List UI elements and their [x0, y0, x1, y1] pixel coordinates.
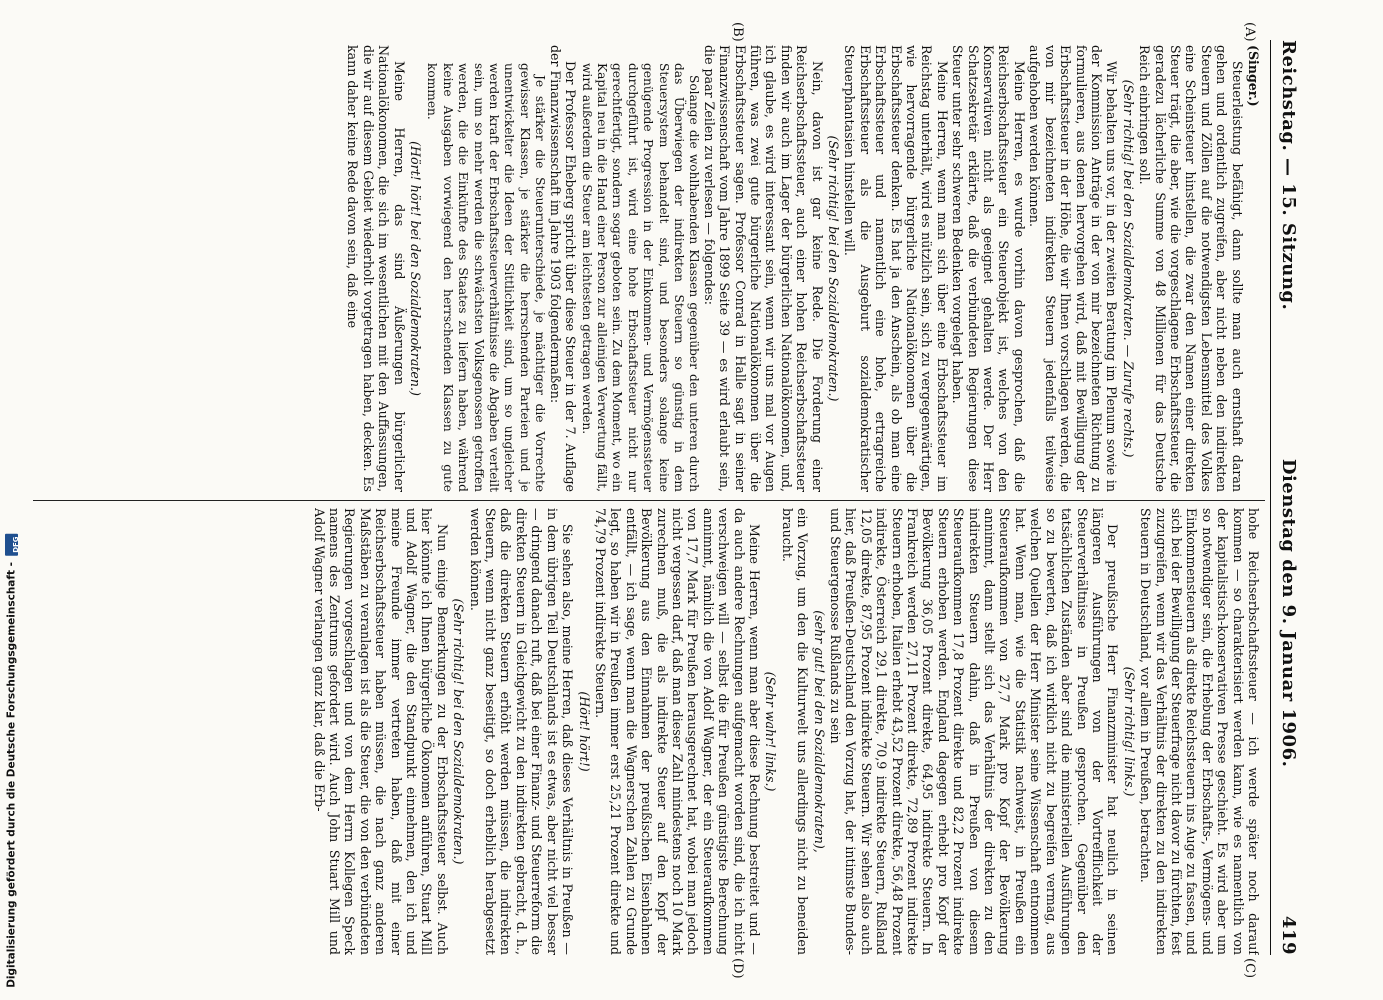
- paragraph-continued: ein Vorzug, um den die Kulturwelt uns allerdings nicht zu beneiden braucht.: [779, 508, 811, 955]
- paragraph: Wir behalten uns vor, in der zweiten Beratung im Plenum sowie in der Kommission Anträge in der von mir bezeichneten Richtung zu formulieren, aus denen hervorgehen wird, daß mit Bewilligung der Erbschaftssteuer in der Höhe, die wir Ihnen vorschlagen werden, die von mir bezeichneten indirekten Steuern jedenfalls teilweise aufgehoben werden können.: [1027, 45, 1120, 492]
- page-number: 419: [1278, 915, 1300, 955]
- running-head-session: Reichstag. — 15. Sitzung.: [1278, 40, 1300, 311]
- paragraph-continued: hohe Reichserbschaftssteuer — ich werde später noch darauf kommen — so charakterisiert werden kann, wie es namentlich von der kapitalistisch-konservativen Presse geschieht. Es wird aber um so notwendiger sein, die Erhebung der Erbschafts-, Vermögens- und Einkommensteuern als direkte Reichssteuern ins Auge zu fassen, und sich bei der Bewilligung der Steuerfrage nicht davor zu fürchten, fest zuzugreifen, wenn wir das Verhältnis der direkten zu den indirekten Steuern in Deutschland, vor allem in Preußen, betrachten.: [1138, 508, 1261, 955]
- paragraph: Steuerleistung befähigt, dann sollte man auch ernsthaft daran gehen und ordentlich zugreifen, aber nicht neben den indirekten Steuern und Zöllen auf die notwendigsten Lebensmittel des Volkes eine Scheinsteuer hinstellen, die zwar den Namen einer direkten Steuer trägt, die aber, wie die vorgeschlagene Erbschaftssteuer, die geradezu lächerliche Summe von 48 Millionen für das Deutsche Reich einbringen soll.: [1137, 45, 1245, 492]
- interjection: (Sehr richtig! links.): [1121, 666, 1137, 797]
- interjection: (Hört! hört! bei den Sozialdemokraten.): [408, 141, 424, 396]
- interjection: (Hört! hört!): [576, 691, 592, 772]
- paragraph: Sie sehen also, meine Herren, daß dieses Verhältnis in Preußen — in dem übrigen Teil Deutschlands ist es etwas, aber nicht viel besser — dringend danach ruft, daß bei einer Finanz- und Steuerreform die direkten Steuern in Gleichgewicht zu den indirekten gebracht, d. h., daß die direkten Steuern erhöht werden müssen, die indirekten Steuern, wenn nicht ganz beseitigt, so doch erheblich herabgesetzt werden können.: [467, 508, 576, 955]
- column-divider: [33, 500, 1265, 501]
- paragraph: Der preußische Herr Finanzminister hat neulich in seinen längeren Ausführungen von der Vortrefflichkeit der Steuerverhältnisse in Preußen gesprochen. Gegenüber den tatsächlichen Zuständen aber sind die ministeriellen Ausführungen so zu bewerten, daß ich wirklich nicht zu begreifen vermag, aus welchen Quellen der Herr Minister seine Wissenschaft entnommen hat. Wenn man, wie die Statistik nachweist, in Preußen ein Steueraufkommen von 27,7 Mark pro Kopf der Bevölkerung annimmt, dann stellt sich das Verhältnis der direkten zu den indirekten Steuern dahin, daß in Preußen von diesem Steueraufkommen 17,8 Prozent direkte und 82,2 Prozent indirekte Steuern erhoben werden. England dagegen erhebt pro Kopf der Bevölkerung 36,05 Prozent direkte, 64,95 indirekte Steuern. In Frankreich werden 27,11 Prozent direkte, 72,89 Prozent indirekte Steuern erhoben, Italien erhebt 43,52 Prozent direkte, 56,48 Prozent indirekte, Österreich 29,1 direkte, 70,9 indirekte Steuern, Rußland 12,05 direkte, 87,95 Prozent indirekte Steuern. Wir sehen also auch hier, daß Preußen-Deutschland den Vorzug hat, der intimste Bundes- und Steuergenosse Rußlands zu sein: [828, 508, 1121, 955]
- paragraph: Meine Herren, wenn man aber diese Rechnung bestreitet und — da auch andere Rechnungen aufgemacht worden sind, die ich nicht verschweigen will — selbst die für Preußen günstigste Berechnung annimmt, nämlich die von Adolf Wagner, der ein Steueraufkommen von 17,7 Mark für Preußen herausgerechnet hat, wobei man jedoch nicht vergessen darf, daß man dieser Zahl mindestens noch 10 Mark zurechnen muß, die als indirekte Steuer auf den Kopf der Bevölkerung aus den Einnahmen der preußischen Eisenbahnen entfällt, — ich sage, wenn man die Wagnerschen Zahlen zu Grunde legt, so haben wir in Preußen immer erst 25,21 Prozent direkte und 74,79 Prozent indirekte Steuern.: [592, 508, 762, 955]
- credit-text: Digitalisierung gefördert durch die Deutsche Forschungsgemeinschaft -: [5, 562, 17, 988]
- paragraph: Nein, davon ist gar keine Rede. Die Forderung einer Reichserbschaftssteuer, auch einer hohen Reichserbschaftssteuer finden wir auch im Lager der bürgerlichen Nationalökonomen, und, ich glaube, es wird interessant sein, wenn wir uns mal vor Augen führen, was zwei gute bürgerliche Nationalökonomen über die Erbschaftssteuer sagen. Professor Conrad in Halle sagt in seiner Finanzwissenschaft vom Jahre 1899 Seite 39 — es wird erlaubt sein, die paar Zeilen zu verlesen — folgendes:: [701, 45, 825, 492]
- margin-letter-a: (A): [1242, 22, 1257, 42]
- paragraph: Der Professor Eheberg spricht über diese Steuer in der 7. Auflage der Finanzwissenschaft im Jahre 1903 folgendermaßen:: [547, 45, 579, 492]
- header-rule: [1270, 40, 1271, 955]
- left-column: [36, 45, 1261, 492]
- running-head-date: Dienstag den 9. Januar 1906.: [1278, 458, 1300, 768]
- margin-letter-b: (B): [730, 22, 745, 42]
- paragraph: Meine Herren, das sind Äußerungen bürgerlicher Nationalökonomen, die sich im wesentlichen mit den Auffassungen, die wir auf diesem Gebiet wiederholt vorgetragen haben, decken. Es kann daher keine Rede davon sein, daß eine: [345, 45, 407, 492]
- paragraph: Nun einige Bemerkungen zu der Erbschaftssteuer selbst. Auch hier könnte ich Ihnen bürgerliche Ökonomen anführen, Stuart Mill und Adolf Wagner, die den Standpunkt einnehmen, den ich und meine Freunde immer vertreten haben, daß mit einer Reichserbschaftssteuer haben müssen, die nach ganz anderen Maßstäben zu veranlagen ist als die Steuer, die von den verbündeten Regierungen vorgeschlagen und von dem Herrn Kollegen Speck namens des Zentrums gefordert wird. Auch John Stuart Mill und Adolf Wagner verlangen ganz klar, daß die Erb-: [311, 508, 450, 955]
- quotation: Je stärker die Steuerunterschiede, je mächtiger die Vorrechte gewisser Klassen, je stärker die herrschenden Parteien und je unentwickelter die Ideen der Sittlichkeit sind, um so ungleicher werden kraft der Erbschaftssteuerverhältnisse die Abgaben verteilt sein, um so mehr werden die schwächsten Volksgenossen getroffen werden, die die Einkünfte des Staates zu liefern haben, während keine Ausgaben vorwiegend den herrschenden Klassen zu gute kommen.: [425, 63, 548, 492]
- speaker-name: (Singer.): [1246, 45, 1261, 107]
- running-head: [1275, 40, 1303, 955]
- interjection: (Sehr richtig! bei den Sozialdemokraten. — Zurufe rechts.): [1120, 79, 1136, 458]
- interjection: (Sehr richtig! bei den Sozialdemokraten.): [451, 598, 467, 865]
- right-column: [36, 508, 1261, 955]
- right-column-text: [311, 508, 1261, 955]
- interjection: (sehr gut! bei den Sozialdemokraten),: [811, 610, 827, 853]
- dfg-logo-icon: DFG: [5, 534, 18, 556]
- digitization-credit-strip: [3, 12, 19, 988]
- paragraph: Meine Herren, wenn man sich über eine Erbschaftssteuer im Reichstag unterhält, wird es nützlich sein, sich zu vergegenwärtigen, wie hervorragende bürgerliche Nationalökonomen über die Erbschaftssteuer denken. Es hat ja den Anschein, als ob man eine Erbschaftssteuer und namentlich eine hohe, ertragreiche Erbschaftssteuer als die Ausgeburt sozialdemokratischer Steuerphantasien hinstellen will.: [842, 45, 950, 492]
- quotation: Solange die wohlhabenden Klassen gegenüber den unteren durch das Überwiegen der indirekten Steuern so günstig in dem Steuersystem behandelt sind, und besonders solange keine genügende Progression in der Einkommen- und Vermögenssteuer durchgeführt ist, wird eine hohe Erbschaftssteuer nicht nur gerechtfertigt, sondern sogar geboten sein. Zu dem Moment, wo ein Kapital neu in die Hand einer Person zur alleinigen Verwertung fällt, wird außerdem die Steuer am leichtesten getragen werden.: [579, 63, 702, 492]
- interjection: (Sehr richtig! bei den Sozialdemokraten.): [826, 135, 842, 402]
- left-column-text: [345, 45, 1245, 492]
- paragraph: Meine Herren, es wurde vorhin davon gesprochen, daß die Reichserbschaftssteuer ein Steuerobjekt ist, welches von den Konservativen nicht als geeignet gehalten werde. Der Herr Schatzsekretär erklärte, daß die verbündeten Regierungen diese Steuer unter sehr schweren Bedenken vorgelegt haben.: [950, 45, 1027, 492]
- margin-letter-d: (D): [730, 958, 745, 979]
- interjection: (Sehr wahr! links.): [763, 671, 779, 792]
- margin-letter-c: (C): [1242, 958, 1257, 979]
